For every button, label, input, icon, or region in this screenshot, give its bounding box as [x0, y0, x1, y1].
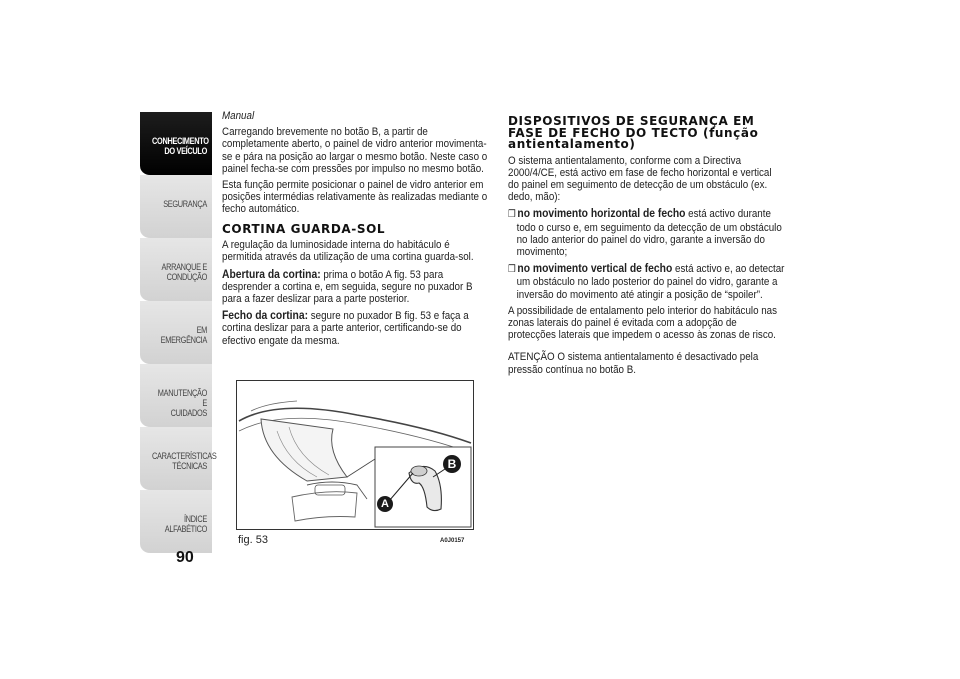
- lead-text: no movimento vertical de fecho: [517, 261, 673, 276]
- tab-manutencao-e-cuidados[interactable]: [140, 364, 212, 428]
- figure-53-illustration: [236, 380, 474, 530]
- paragraph-atencao: ATENÇÃO O sistema antientalamento é desactivado pela pressão contínua no botão B.: [508, 351, 759, 376]
- paragraph: A regulação da luminosidade interna do habitáculo é permitida através da utilização de uma cortina guarda-sol.: [222, 239, 474, 264]
- heading-line: DISPOSITIVOS DE SEGURANÇA EM: [508, 114, 755, 128]
- figure-caption: fig. 53: [238, 534, 268, 546]
- lead-text: Fecho da cortina:: [222, 308, 309, 323]
- callout-a: A: [377, 496, 393, 512]
- tab-label: EM EMERGÊNCIA: [160, 325, 207, 345]
- lead-text: Abertura da cortina:: [222, 266, 321, 281]
- tab-seguranca[interactable]: [140, 175, 212, 239]
- tab-label: ARRANQUE E CONDUÇÃO: [161, 262, 207, 282]
- tab-conhecimento-do-veiculo[interactable]: [140, 112, 212, 176]
- tab-label: ÍNDICE ALFABÉTICO: [164, 514, 207, 534]
- list-item: [508, 262, 788, 301]
- body-text: segure no puxador B fig. 53 e faça a cortina deslizar para a parte anterior, certificando-se do efectivo engate da mesma.: [222, 310, 469, 347]
- checkbox-square-icon: ❒: [508, 264, 516, 276]
- callout-b: B: [443, 455, 461, 473]
- page-number: 90: [176, 549, 194, 566]
- subheading-manual: Manual: [222, 110, 255, 122]
- list-item: [508, 207, 788, 258]
- lead-text: no movimento horizontal de fecho: [517, 206, 686, 221]
- paragraph: O sistema antientalamento, conforme com a Directiva 2000/4/CE, está activo em fase de fecho horizontal e vertical do painel em seguimento de detecção de um obstáculo (ex. dedo, mão):: [508, 154, 772, 204]
- tab-label: CARACTERÍSTICAS TÉCNICAS: [152, 451, 217, 471]
- body-text: prima o botão A fig. 53 para desprender a cortina e, em seguida, segure no puxador B para a fazer deslizar para a parte posterior.: [222, 268, 473, 305]
- heading-line: FASE DE FECHO DO TECTO: [508, 125, 703, 140]
- section-heading-cortina: CORTINA GUARDA-SOL: [222, 221, 386, 236]
- tab-arranque-e-conducao[interactable]: [140, 238, 212, 302]
- paragraph-abertura: [222, 268, 489, 306]
- tab-caracteristicas-tecnicas[interactable]: [140, 427, 217, 491]
- figure-code: A0J0157: [440, 538, 465, 544]
- paragraph: Carregando brevemente no botão B, a partir de completamente aberto, o painel de vidro anterior movimenta-se e pára na posição ao largar o mesmo botão. Neste caso o painel fecha-se com pressões por impulso no mesmo botão.: [222, 126, 488, 175]
- section-heading-dispositivos: [508, 116, 780, 151]
- heading-line: (função: [702, 125, 759, 140]
- paragraph: Esta função permite posicionar o painel de vidro anterior em posições intermédias relativamente às realizadas mediante o fecho automático.: [222, 179, 488, 216]
- tab-label: CONHECIMENTO DO VEÍCULO: [152, 136, 209, 156]
- tab-indice-alfabetico[interactable]: [140, 490, 212, 554]
- sunshade-drawing: [237, 381, 473, 529]
- tab-label: MANUTENÇÃO E CUIDADOS: [157, 388, 207, 418]
- tab-label: SEGURANÇA: [163, 199, 207, 209]
- paragraph-fecho: [222, 309, 489, 347]
- left-column: [222, 110, 490, 351]
- body-text: está activo e, ao detectar um obstáculo no lado posterior do painel do vidro, garante a inversão do movimento até atingir a posição de “spoiler”.: [516, 263, 785, 301]
- body-text: está activo durante todo o curso e, em seguimento da detecção de um obstáculo no lado anterior do painel do vidro, garante a inversão do movimento;: [516, 208, 782, 258]
- heading-line: antientalamento): [508, 137, 636, 151]
- paragraph: A possibilidade de entalamento pelo interior do habitáculo nas zonas laterais do painel é evitada com a adopção de protecções laterais que impedem o acesso às zonas de risco.: [508, 304, 778, 342]
- right-column: [508, 114, 785, 380]
- checkbox-square-icon: ❒: [508, 209, 516, 221]
- tab-em-emergencia[interactable]: [140, 301, 212, 365]
